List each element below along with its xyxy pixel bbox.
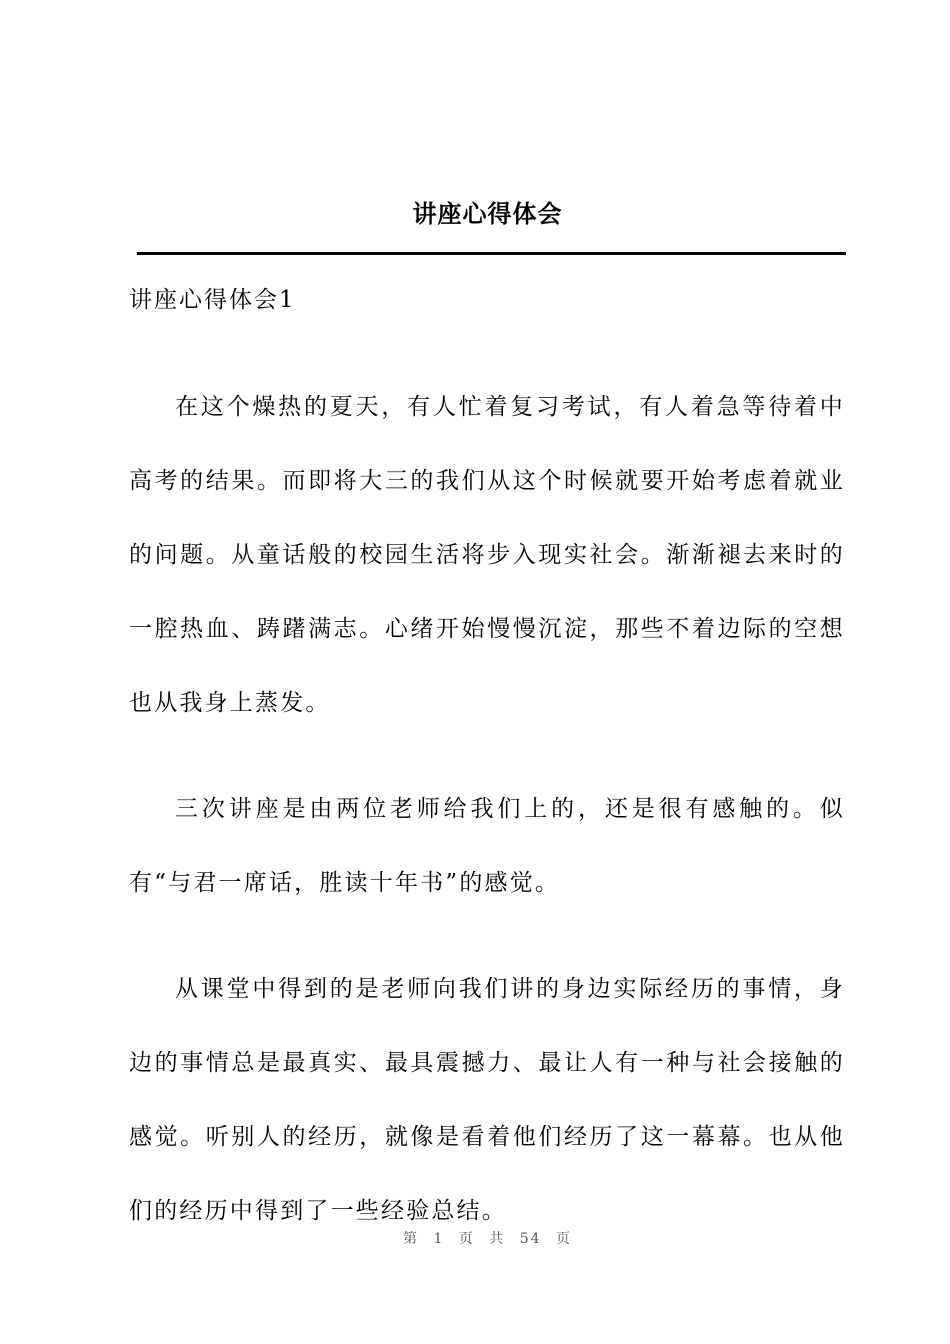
section-heading: 讲座心得体会1 (129, 287, 296, 313)
paragraph-1: 在这个燥热的夏天，有人忙着复习考试，有人着急等待着中高考的结果。而即将大三的我们从这个时候就要开始考虑着就业的问题。从童话般的校园生活将步入现实社会。渐渐褪去来时的一腔热血、踌躇满志。心绪开始慢慢沉淀，那些不着边际的空想也从我身上蒸发。 (129, 394, 845, 716)
paragraph-2: 三次讲座是由两位老师给我们上的，还是很有感触的。似有“与君一席话，胜读十年书”的感觉。 (129, 796, 845, 896)
document-body (129, 280, 845, 1248)
document-title: 讲座心得体会 (412, 200, 563, 228)
paragraph-3: 从课堂中得到的是老师向我们讲的身边实际经历的事情，身边的事情总是最真实、最具震撼力、最让人有一种与社会接触的感觉。听别人的经历，就像是看着他们经历了这一幕幕。也从他们的经历中得到了一些经验总结。 (129, 976, 845, 1224)
title-underline (137, 252, 846, 255)
page-footer: 第 1 页 共 54 页 (403, 1231, 572, 1247)
